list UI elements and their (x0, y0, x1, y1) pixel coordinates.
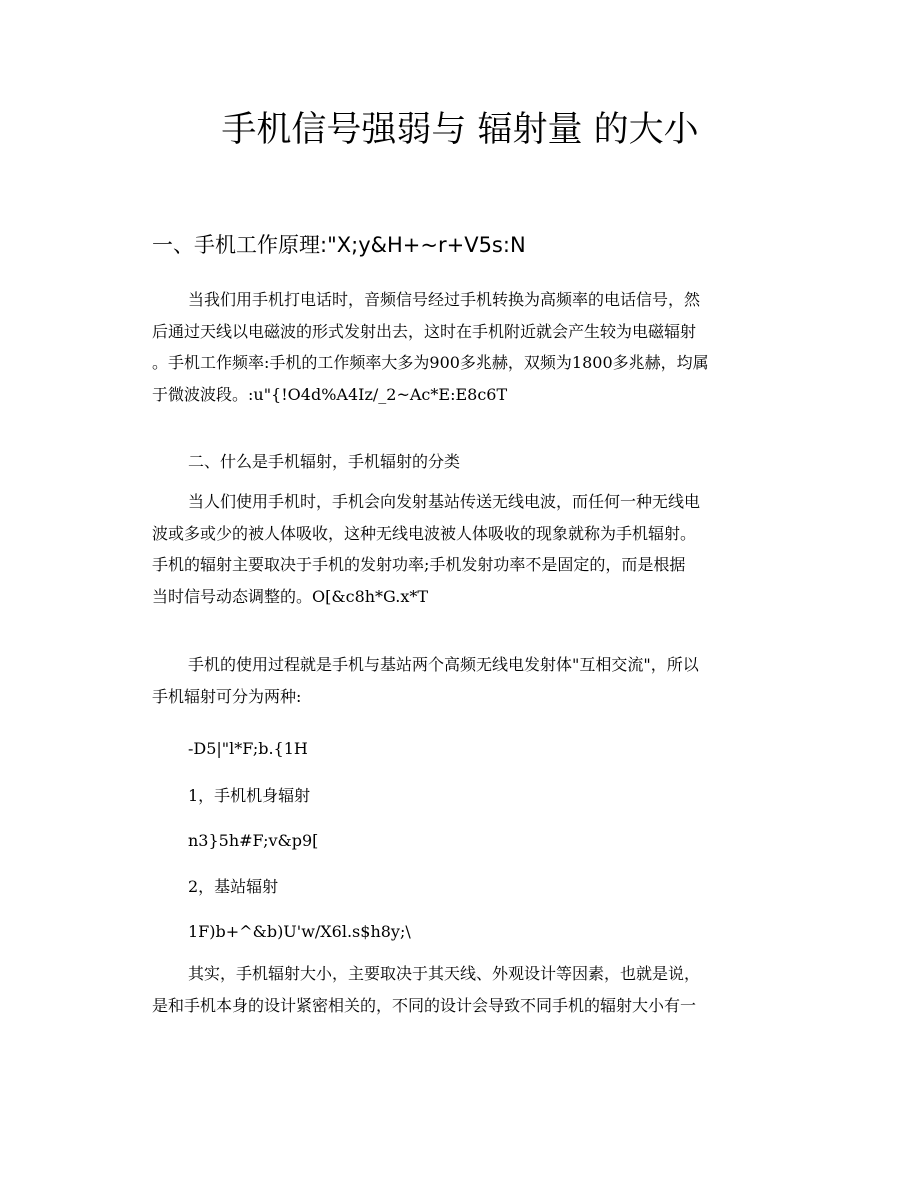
paragraph-line: 波或多或少的被人体吸收，这种无线电波被人体吸收的现象就称为手机辐射。 (152, 523, 697, 543)
section-heading-working-principle: 一、手机工作原理:"X;y&H+~r+V5s:N (152, 233, 526, 257)
paragraph-line: 当我们用手机打电话时，音频信号经过手机转换为高频率的电话信号，然 (188, 290, 701, 309)
paragraph-line: 是和手机本身的设计紧密相关的，不同的设计会导致不同手机的辐射大小有一 (152, 995, 697, 1015)
section-heading-radiation-classification (152, 446, 770, 478)
paragraph-line: 手机辐射可分为两种: (152, 686, 302, 706)
paragraph-line: 。手机工作频率:手机的工作频率大多为900多兆赫，双频为1800多兆赫，均属 (152, 353, 709, 372)
noise-line-1 (152, 733, 770, 765)
paragraph-line: 后通过天线以电磁波的形式发射出去，这时在手机附近就会产生较为电磁辐射 (152, 321, 697, 341)
noise-text: -D5|"l*F;b.{1H (188, 739, 308, 758)
paragraph-radiation-definition (152, 486, 770, 612)
paragraph-line: 其实，手机辐射大小，主要取决于其天线、外观设计等因素，也就是说， (188, 964, 701, 983)
noise-text: 1F)b+^&b)U'w/X6l.s$h8y;\ (188, 922, 411, 941)
list-item-device-radiation (152, 780, 770, 812)
paragraph-line: 于微波波段。:u"{!O4d%A4Iz/_2~Ac*E:E8c6T (152, 384, 508, 404)
noise-line-3 (152, 916, 770, 948)
paragraph-line: 当时信号动态调整的。O[&c8h*G.x*T (152, 586, 429, 606)
document-title: 手机信号强弱与 辐射量 的大小 (221, 110, 699, 150)
paragraph-working-principle (152, 284, 770, 410)
paragraph-usage-process (152, 649, 770, 712)
section-heading-text: 二、什么是手机辐射，手机辐射的分类 (188, 452, 461, 471)
paragraph-line: 当人们使用手机时，手机会向发射基站传送无线电波，而任何一种无线电 (188, 492, 701, 511)
paragraph-line: 手机的辐射主要取决于手机的发射功率;手机发射功率不是固定的，而是根据 (152, 555, 686, 574)
list-item-base-station-radiation (152, 871, 770, 903)
paragraph-radiation-factors (152, 958, 770, 1021)
noise-line-2 (152, 825, 770, 857)
list-item-text: 2，基站辐射 (188, 877, 279, 896)
noise-text: n3}5h#F;v&p9[ (188, 831, 319, 850)
paragraph-line: 手机的使用过程就是手机与基站两个高频无线电发射体"互相交流"，所以 (188, 655, 699, 674)
list-item-text: 1，手机机身辐射 (188, 786, 311, 805)
